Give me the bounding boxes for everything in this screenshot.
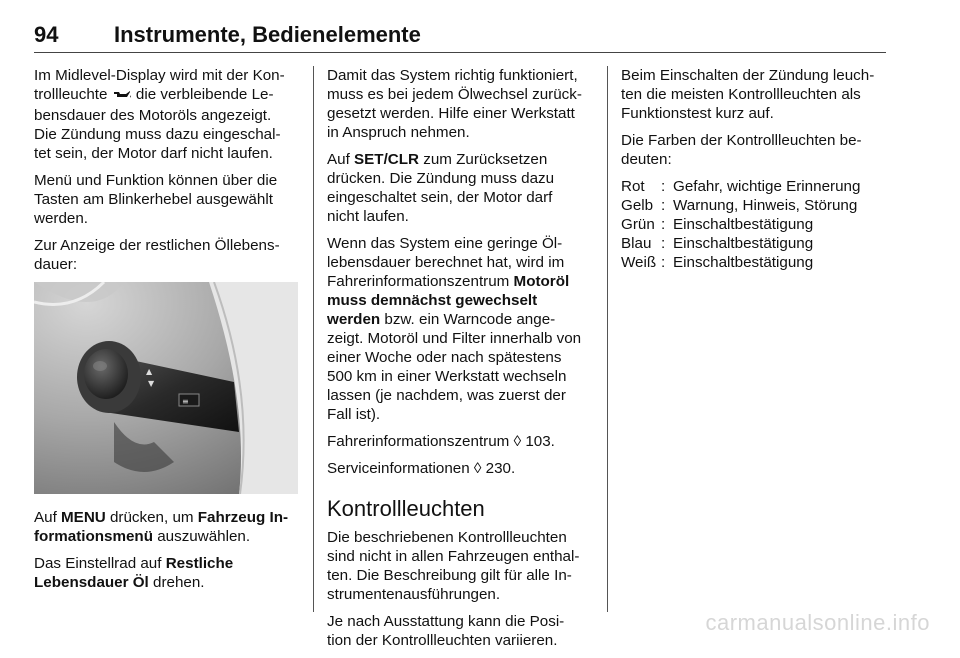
- text-line: zeigt. Motoröl und Filter innerhalb von: [327, 330, 582, 347]
- text-line: Tasten am Blinkerhebel ausgewählt: [34, 191, 273, 208]
- text-line: [34, 554, 300, 573]
- text-line: [34, 573, 300, 592]
- message-text: werden: [327, 311, 381, 328]
- text-line: [34, 527, 300, 546]
- svg-text:≡: ≡: [182, 397, 189, 406]
- paragraph-colors-meaning: [621, 131, 891, 169]
- chapter-title: Instrumente, Bedienelemente: [114, 22, 421, 47]
- text-fragment: auszuwählen.: [152, 528, 251, 545]
- color-name: Blau: [621, 235, 652, 252]
- text-fragment: drücken, um: [105, 509, 198, 526]
- text-line: strumentenausführungen.: [327, 586, 501, 603]
- text-line: [327, 150, 595, 169]
- paragraph-warning-lights-intro: [327, 528, 595, 604]
- separator: :: [661, 235, 666, 252]
- text-line: ten die meisten Kontrollleuchten als: [621, 86, 861, 103]
- text-fragment: Serviceinformationen: [327, 460, 470, 477]
- separator: :: [661, 178, 666, 195]
- text-line: [327, 310, 595, 329]
- text-fragment: Fahrerinformationszentrum: [327, 433, 510, 450]
- text-line: 500 km in einer Werkstatt wechseln: [327, 368, 567, 385]
- paragraph-menu-function: [34, 171, 300, 228]
- menu-item-name: Lebensdauer Öl: [34, 574, 149, 591]
- text-line: werden.: [34, 210, 89, 227]
- text-line: Fall ist).: [327, 406, 381, 423]
- color-meaning: Warnung, Hinweis, Störung: [673, 197, 858, 214]
- separator: :: [661, 216, 666, 233]
- color-name: Weiß: [621, 254, 657, 271]
- text-fragment: Fahrerinformationszentrum: [327, 273, 514, 290]
- text-line: Wenn das System eine geringe Öl-: [327, 235, 563, 252]
- color-meaning: Einschaltbestätigung: [673, 235, 814, 252]
- column-left: [34, 66, 300, 600]
- text-line: tet sein, der Motor darf nicht laufen.: [34, 145, 273, 162]
- paragraph-midlevel-display: [34, 66, 300, 163]
- paragraph-display-oil-life: [34, 236, 300, 274]
- text-line: einer Woche oder nach spätestens: [327, 349, 562, 366]
- color-meaning-table: [621, 177, 860, 272]
- text-line: sind nicht in allen Fahrzeugen enthal-: [327, 548, 580, 565]
- text-fragment: trollleuchte: [34, 86, 108, 103]
- table-row: [621, 253, 860, 272]
- text-line: tion der Kontrollleuchten variieren.: [327, 632, 558, 649]
- text-line: lebensdauer berechnet hat, wird im: [327, 254, 565, 271]
- text-fragment: die verbleibende Le-: [131, 86, 274, 103]
- text-line: dauer:: [34, 256, 78, 273]
- header-rule: [34, 52, 886, 53]
- text-fragment: drehen.: [148, 574, 205, 591]
- column-middle: [327, 66, 595, 658]
- paragraph-set-clr: [327, 150, 595, 226]
- message-text: Motoröl: [513, 273, 570, 290]
- paragraph-low-oil-life: [327, 234, 595, 424]
- table-row: [621, 196, 860, 215]
- page-reference-link[interactable]: 230.: [485, 460, 516, 477]
- paragraph-position-varies: [327, 612, 595, 650]
- text-line: Zur Anzeige der restlichen Öllebens-: [34, 237, 280, 254]
- text-line: ten. Die Beschreibung gilt für alle In-: [327, 567, 572, 584]
- separator: :: [661, 197, 666, 214]
- page-header: [34, 22, 886, 52]
- column-divider: [313, 66, 314, 612]
- reference-arrow-icon: ◊: [473, 460, 482, 477]
- paragraph-ignition-test: [621, 66, 891, 123]
- table-row: [621, 215, 860, 234]
- text-line: Die beschriebenen Kontrollleuchten: [327, 529, 567, 546]
- text-line: muss es bei jedem Ölwechsel zurück-: [327, 86, 582, 103]
- color-name: Grün: [621, 216, 655, 233]
- text-line: [327, 291, 595, 310]
- paragraph-adjuster-wheel: [34, 554, 300, 592]
- oil-can-icon: [112, 87, 132, 106]
- text-line: [327, 459, 595, 478]
- text-fragment: bzw. ein Warncode ange-: [380, 311, 556, 328]
- menu-name: formationsmenü: [34, 528, 153, 545]
- text-line: [34, 508, 300, 527]
- text-fragment: zum Zurücksetzen: [419, 151, 548, 168]
- text-line: bensdauer des Motoröls angezeigt.: [34, 107, 272, 124]
- reference-arrow-icon: ◊: [513, 433, 522, 450]
- text-line: Die Zündung muss dazu eingeschal-: [34, 126, 281, 143]
- column-right: [621, 66, 891, 272]
- text-line: eingeschaltet sein, der Motor darf: [327, 189, 553, 206]
- text-line: [327, 272, 595, 291]
- text-line: gesetzt werden. Hilfe einer Werkstatt: [327, 105, 575, 122]
- paragraph-menu-button: [34, 508, 300, 546]
- svg-text:▲: ▲: [146, 367, 153, 376]
- text-fragment: Auf: [327, 151, 355, 168]
- cross-reference-driver-info: [327, 432, 595, 451]
- page-reference-link[interactable]: 103.: [525, 433, 555, 450]
- set-clr-label: SET/CLR: [354, 151, 420, 168]
- table-row: [621, 177, 860, 196]
- text-line: nicht laufen.: [327, 208, 409, 225]
- column-divider: [607, 66, 608, 612]
- text-line: drücken. Die Zündung muss dazu: [327, 170, 555, 187]
- text-line: Menü und Funktion können über die: [34, 172, 278, 189]
- text-line: [327, 432, 595, 451]
- text-line: Je nach Ausstattung kann die Posi-: [327, 613, 565, 630]
- text-line: Die Farben der Kontrollleuchten be-: [621, 132, 862, 149]
- text-line: [34, 85, 300, 106]
- cross-reference-service-info: [327, 459, 595, 478]
- turn-signal-lever-photo: [34, 282, 298, 494]
- color-meaning: Einschaltbestätigung: [673, 216, 814, 233]
- page-number: 94: [34, 22, 59, 47]
- text-line: in Anspruch nehmen.: [327, 124, 470, 141]
- svg-text:▼: ▼: [148, 379, 155, 388]
- watermark: carmanualsonline.info: [705, 610, 930, 635]
- menu-item-name: Restliche: [165, 555, 234, 572]
- text-line: deuten:: [621, 151, 672, 168]
- menu-button-label: MENU: [61, 509, 106, 526]
- paragraph-system-reset: [327, 66, 595, 142]
- separator: :: [661, 254, 666, 271]
- color-name: Gelb: [621, 197, 654, 214]
- text-line: Damit das System richtig funktioniert,: [327, 67, 578, 84]
- text-line: Im Midlevel-Display wird mit der Kon-: [34, 67, 285, 84]
- text-fragment: Auf: [34, 509, 62, 526]
- menu-name: Fahrzeug In-: [197, 509, 289, 526]
- color-name: Rot: [621, 178, 645, 195]
- message-text: muss demnächst gewechselt: [327, 292, 538, 309]
- color-meaning: Einschaltbestätigung: [673, 254, 814, 271]
- section-heading: Kontrollleuchten: [327, 496, 485, 521]
- text-line: lassen (je nachdem, was zuerst der: [327, 387, 566, 404]
- table-row: [621, 234, 860, 253]
- text-fragment: Das Einstellrad auf: [34, 555, 166, 572]
- color-meaning: Gefahr, wichtige Erinnerung: [673, 178, 861, 195]
- text-line: Funktionstest kurz auf.: [621, 105, 774, 122]
- text-line: Beim Einschalten der Zündung leuch-: [621, 67, 875, 84]
